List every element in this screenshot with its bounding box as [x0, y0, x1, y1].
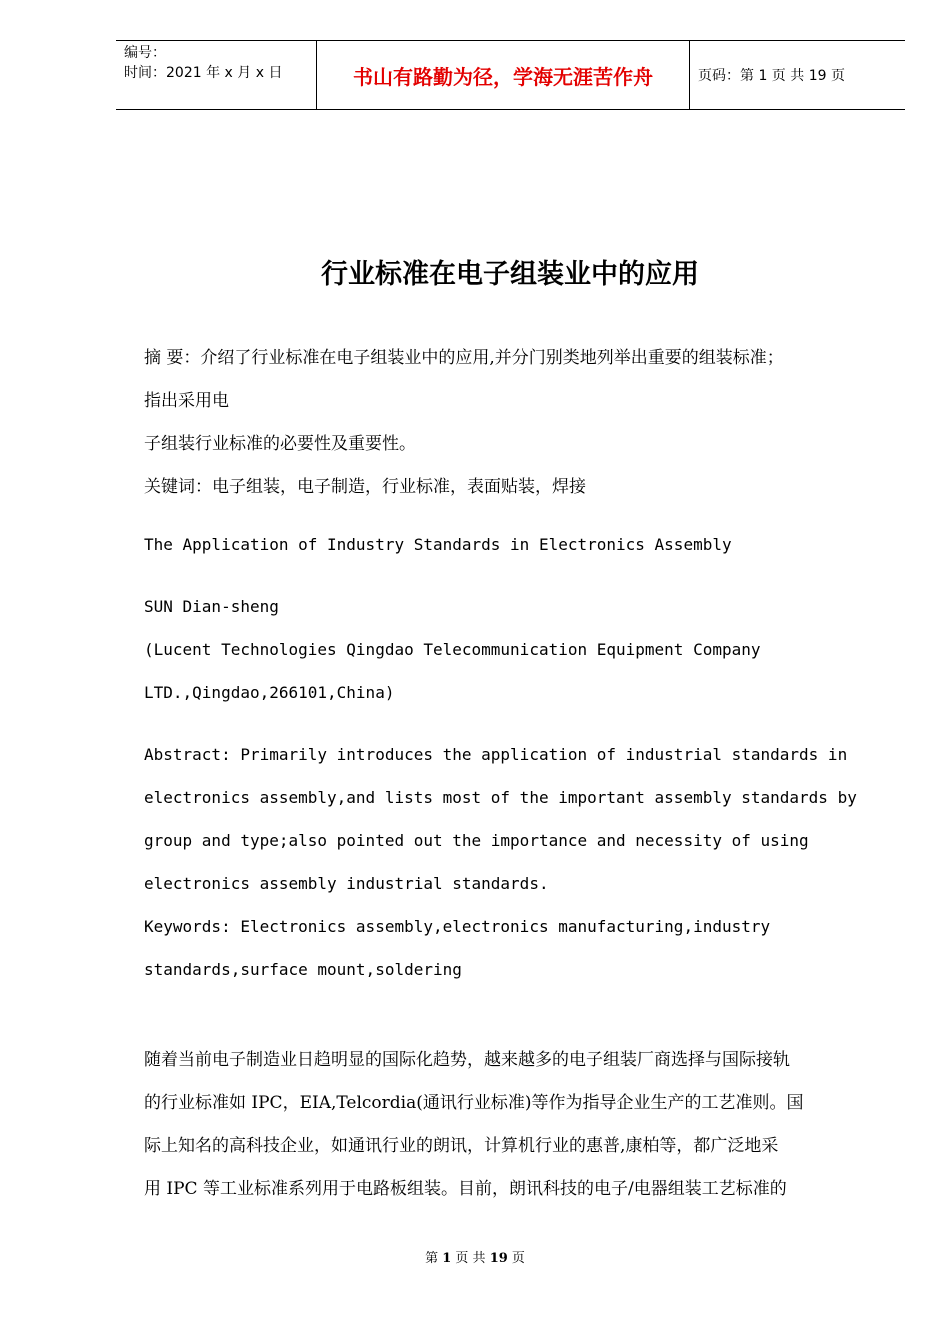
cn-abstract-line: 子组装行业标准的必要性及重要性。 [144, 434, 416, 454]
time-label: 时间：2021 年 x 月 x 日 [124, 65, 283, 81]
header-table [116, 40, 905, 110]
body-paragraph-line: 的行业标准如 IPC，EIA,Telcordia(通讯行业标准)等作为指导企业生产的工艺准则。国 [144, 1093, 804, 1113]
en-abstract-line: electronics assembly,and lists most of the important assembly standards by [144, 788, 857, 807]
en-keywords-line: Keywords: Electronics assembly,electronics manufacturing,industry [144, 917, 771, 936]
header-meta [116, 41, 316, 109]
body-paragraph-line: 际上知名的高科技企业，如通讯行业的朗讯，计算机行业的惠普,康柏等，都广泛地采 [144, 1136, 779, 1156]
en-abstract-line: Abstract: Primarily introduces the application of industrial standards in [144, 745, 848, 764]
header-motto: 书山有路勤为径，学海无涯苦作舟 [316, 41, 690, 109]
en-abstract-line: group and type;also pointed out the importance and necessity of using [144, 831, 809, 850]
page-footer [0, 1247, 950, 1266]
en-keywords-line: standards,surface mount,soldering [144, 960, 462, 979]
number-label: 编号： [124, 45, 166, 61]
body-paragraph-line: 用 IPC 等工业标准系列用于电路板组装。目前，朗讯科技的电子/电器组装工艺标准的 [144, 1179, 787, 1199]
document-title: 行业标准在电子组装业中的应用 [321, 259, 699, 290]
cn-keywords: 关键词：电子组装，电子制造，行业标准，表面贴装，焊接 [144, 477, 586, 497]
header-page-label: 页码：第 1 页 共 19 页 [698, 68, 845, 84]
footer-suffix: 页 [511, 1251, 525, 1266]
affiliation-line: (Lucent Technologies Qingdao Telecommunication Equipment Company [144, 640, 761, 659]
footer-prefix: 第 [425, 1251, 439, 1266]
en-abstract-line: electronics assembly industrial standards. [144, 874, 549, 893]
en-title: The Application of Industry Standards in Electronics Assembly [144, 535, 732, 554]
footer-middle: 页 共 [455, 1251, 486, 1266]
body-paragraph-line: 随着当前电子制造业日趋明显的国际化趋势，越来越多的电子组装厂商选择与国际接轨 [144, 1050, 790, 1070]
cn-abstract-line: 摘 要：介绍了行业标准在电子组装业中的应用,并分门别类地列举出重要的组装标准； [144, 348, 784, 368]
affiliation-line: LTD.,Qingdao,266101,China) [144, 683, 395, 702]
author: SUN Dian-sheng [144, 597, 279, 616]
footer-total-pages: 19 [489, 1251, 508, 1266]
footer-page-number: 1 [442, 1251, 452, 1266]
cn-abstract-line: 指出采用电 [144, 391, 229, 411]
